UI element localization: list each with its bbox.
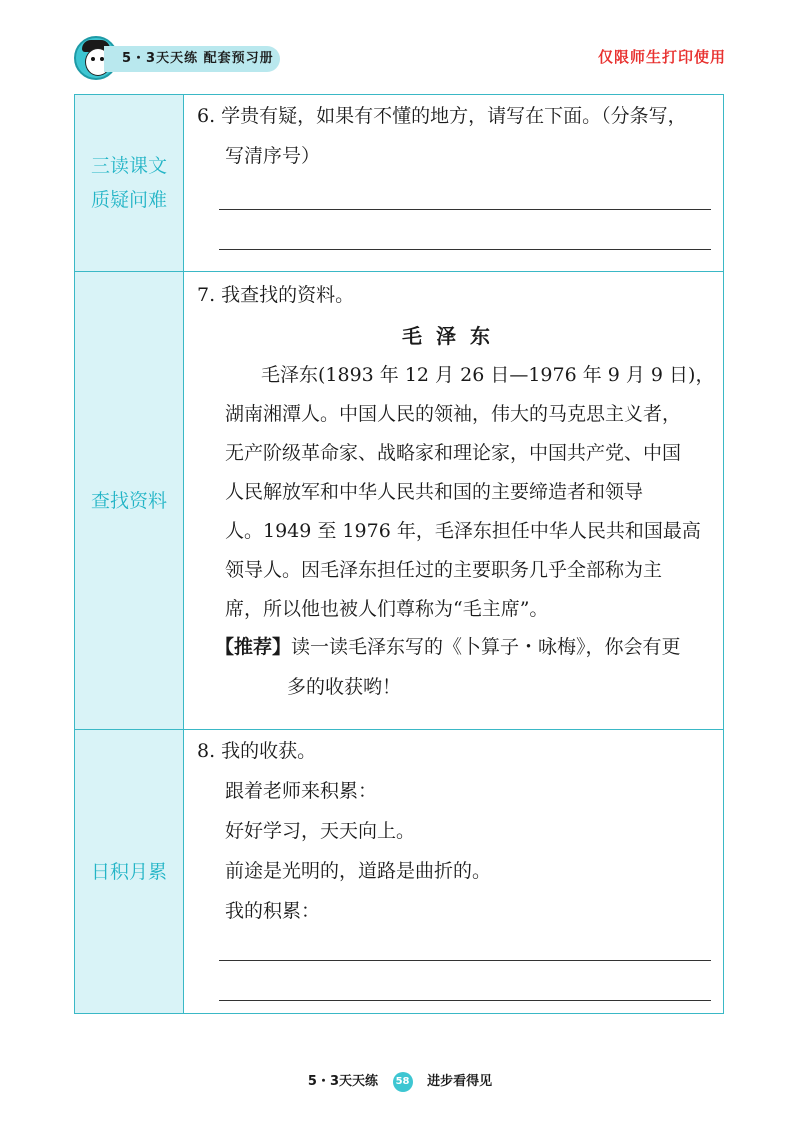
accumulation-line: 好好学习，天天向上。 xyxy=(225,820,416,842)
answer-line[interactable] xyxy=(219,960,711,961)
recommend-text: 读一读毛泽东写的《卜算子・咏梅》，你会有更 xyxy=(291,636,681,658)
question-6: 6. 学贵有疑，如果有不懂的地方，请写在下面。（分条写， xyxy=(197,105,687,127)
footer-slogan: 进步看得见 xyxy=(427,1074,493,1089)
accumulation-line: 前途是光明的，道路是曲折的。 xyxy=(225,860,492,882)
article-paragraph-line: 席，所以他也被人们尊称为“毛主席”。 xyxy=(225,598,549,620)
accumulation-line: 跟着老师来积累： xyxy=(225,780,378,802)
section-label-line: 查找资料 xyxy=(90,489,167,512)
recommend-continuation: 多的收获哟！ xyxy=(287,676,402,698)
article-paragraph-line: 湖南湘潭人。中国人民的领袖，伟大的马克思主义者， xyxy=(225,403,682,425)
section-body xyxy=(183,730,723,1013)
worksheet-table xyxy=(74,94,724,1014)
section-label-line: 三读课文 xyxy=(90,155,167,177)
page-header xyxy=(0,0,800,90)
accumulation-line: 我的积累： xyxy=(225,900,321,922)
footer-brand: 5・3天天练 xyxy=(307,1074,378,1089)
article-paragraph-line: 人民解放军和中华人民共和国的主要缔造者和领导 xyxy=(225,481,644,503)
question-7: 7. 我查找的资料。 xyxy=(197,284,355,306)
section-label xyxy=(75,95,184,271)
section-research-row xyxy=(75,271,723,729)
brand-title: 5・3天天练 配套预习册 xyxy=(104,46,280,72)
article-paragraph-line: 毛泽东(1893 年 12 月 26 日—1976 年 9 月 9 日)， xyxy=(261,364,715,386)
section-label-line: 日积月累 xyxy=(90,860,167,883)
question-8: 8. 我的收获。 xyxy=(197,740,317,762)
section-label-line: 质疑问难 xyxy=(90,189,167,211)
page-footer xyxy=(0,1070,800,1092)
page-number: 58 xyxy=(393,1072,413,1092)
article-title: 毛泽东 xyxy=(402,324,504,348)
recommendation xyxy=(215,632,681,662)
section-label xyxy=(75,272,184,729)
answer-line[interactable] xyxy=(219,209,711,210)
section-body xyxy=(183,272,723,729)
restriction-note: 仅限师生打印使用 xyxy=(597,48,726,66)
section-body xyxy=(183,95,723,271)
article-paragraph-line: 领导人。因毛泽东担任过的主要职务几乎全部称为主 xyxy=(225,559,663,581)
article-paragraph-line: 人。1949 至 1976 年，毛泽东担任中华人民共和国最高 xyxy=(225,520,701,542)
section-question-row xyxy=(75,95,723,271)
answer-line[interactable] xyxy=(219,249,711,250)
question-6-continuation: 写清序号） xyxy=(225,145,321,167)
section-label xyxy=(75,730,184,1013)
recommend-tag: 【推荐】 xyxy=(215,636,292,658)
article-paragraph-line: 无产阶级革命家、战略家和理论家，中国共产党、中国 xyxy=(225,442,682,464)
answer-line[interactable] xyxy=(219,1000,711,1001)
section-accumulation-row xyxy=(75,729,723,1013)
